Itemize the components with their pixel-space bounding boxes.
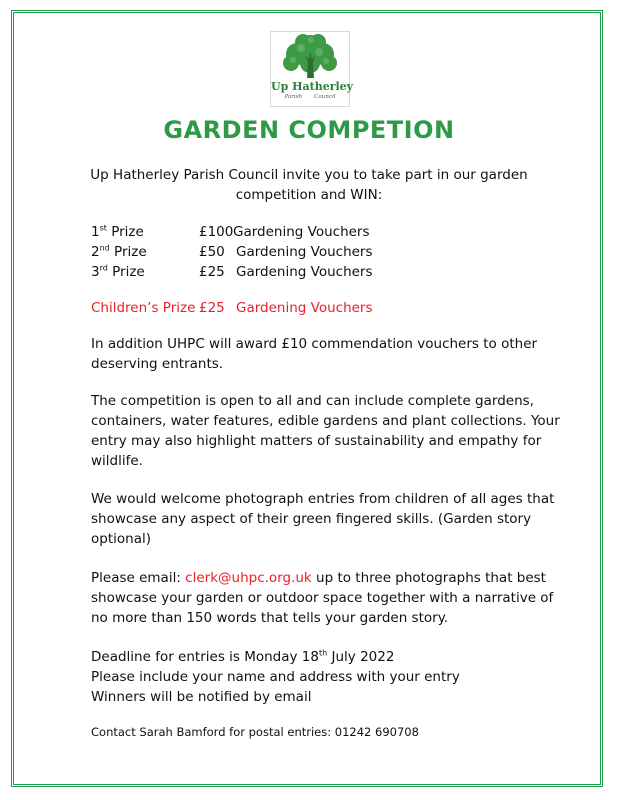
- prize-description: Gardening Vouchers: [236, 244, 373, 260]
- children-prize-amount: £25: [199, 300, 225, 316]
- page-title: GARDEN COMPETION: [163, 116, 455, 144]
- winners-notice-line: Winners will be notified by email: [91, 689, 312, 705]
- children-prize-label: Children’s Prize: [91, 300, 196, 316]
- prize-description: Gardening Vouchers: [233, 224, 370, 240]
- prize-description: Gardening Vouchers: [236, 264, 373, 280]
- prize-label: 2nd Prize: [91, 243, 147, 260]
- prize-amount: £50: [199, 244, 225, 260]
- eligibility-paragraph: The competition is open to all and can include complete gardens, containers, water features, edible gardens and plant collections. Your entry may also highlight matters of sustainability and empathy for wildlife.: [91, 393, 560, 469]
- children-prize-description: Gardening Vouchers: [236, 300, 373, 316]
- commendation-paragraph: In addition UHPC will award £10 commendation vouchers to other deserving entrants.: [91, 336, 538, 372]
- deadline-line: Deadline for entries is Monday 18th July 2022: [91, 648, 395, 665]
- email-link[interactable]: clerk@uhpc.org.uk: [185, 570, 312, 586]
- prize-label: 1st Prize: [91, 223, 144, 240]
- include-details-line: Please include your name and address with your entry: [91, 669, 460, 685]
- logo-subtitle: Parish Council: [284, 94, 336, 100]
- prize-label: 3rd Prize: [91, 263, 145, 280]
- prize-amount: £25: [199, 264, 225, 280]
- logo-name: Up Hatherley: [271, 80, 354, 93]
- intro-line-1: Up Hatherley Parish Council invite you to take part in our garden: [90, 167, 528, 183]
- photo-entries-paragraph: We would welcome photograph entries from children of all ages that showcase any aspect of their green fingered skills. (Garden story optional): [91, 491, 555, 547]
- contact-line: Contact Sarah Bamford for postal entries: 01242 690708: [91, 725, 419, 739]
- prize-amount: £100: [199, 224, 234, 240]
- parish-logo: [270, 31, 354, 107]
- intro-line-2: competition and WIN:: [235, 187, 383, 203]
- email-paragraph: Please email: clerk@uhpc.org.uk up to three photographs that best showcase your garden or outdoor space together with a narrative of no more than 150 words that tells your garden story.: [91, 570, 554, 626]
